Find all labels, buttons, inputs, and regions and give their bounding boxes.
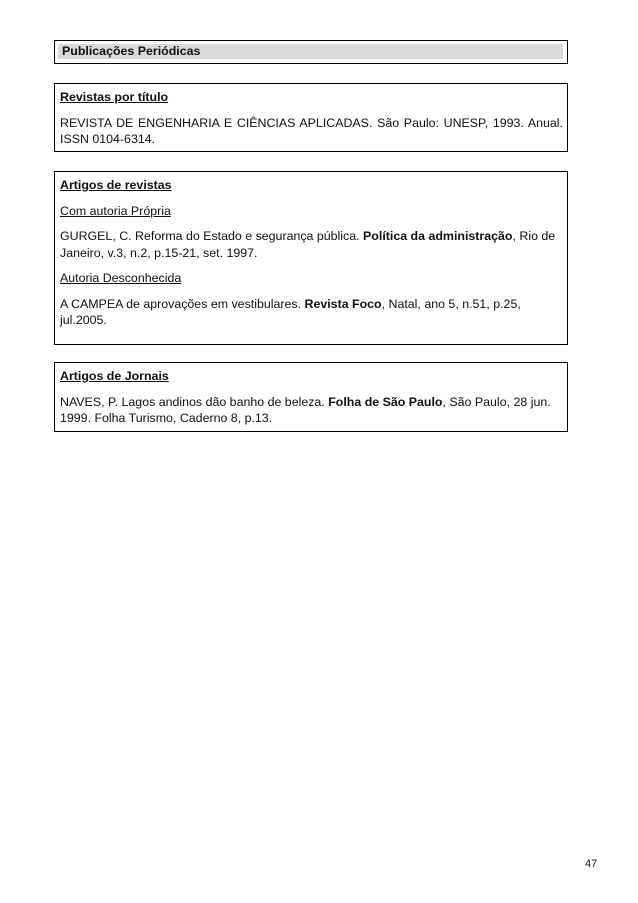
- revistas-titulo-heading: Revistas por título: [60, 90, 169, 104]
- autoria-desconhecida-subheading: Autoria Desconhecida: [60, 271, 182, 285]
- newspaper-title: Folha de São Paulo: [328, 394, 443, 409]
- reference-entry-naves: [60, 394, 563, 427]
- reference-text: , São Paulo, 28 jun. 1999. Folha Turismo, Caderno 8, p.13.: [60, 394, 551, 425]
- artigos-revistas-heading: Artigos de revistas: [60, 178, 172, 192]
- revistas-titulo-box: [54, 83, 568, 152]
- reference-entry-gurgel: [60, 228, 563, 261]
- artigos-jornais-box: [54, 362, 568, 432]
- journal-title: Revista Foco: [304, 296, 382, 311]
- reference-text: A CAMPEA de aprovações em vestibulares.: [60, 296, 305, 311]
- journal-title: Política da administração: [363, 229, 513, 243]
- page-number: 47: [585, 858, 598, 870]
- revistas-titulo-entry: REVISTA DE ENGENHARIA E CIÊNCIAS APLICADAS. São Paulo: UNESP, 1993. Anual. ISSN 0104-6314.: [60, 115, 563, 146]
- section-title: Publicações Periódicas: [58, 44, 563, 59]
- reference-text: NAVES, P. Lagos andinos dão banho de beleza.: [60, 394, 329, 409]
- reference-text: GURGEL, C. Reforma do Estado e segurança pública.: [60, 229, 364, 243]
- artigos-revistas-box: [54, 171, 568, 345]
- reference-entry-campea: [60, 296, 563, 329]
- artigos-jornais-heading: Artigos de Jornais: [60, 369, 169, 383]
- section-title-box: [54, 40, 568, 64]
- autoria-propria-subheading: Com autoria Própria: [60, 203, 171, 218]
- reference-text: , Natal, ano 5, n.51, p.25, jul.2005.: [60, 296, 521, 327]
- reference-text: , Rio de Janeiro, v.3, n.2, p.15-21, set. 1997.: [60, 229, 556, 260]
